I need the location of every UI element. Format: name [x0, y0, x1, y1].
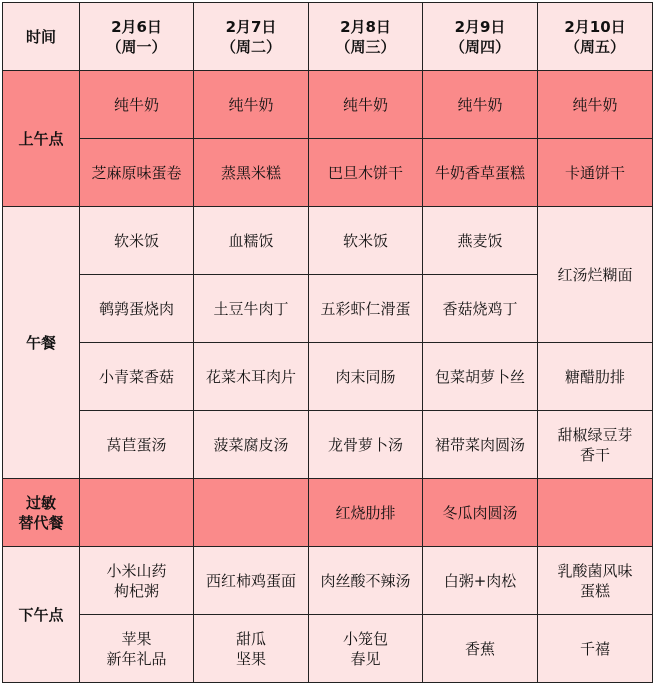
menu-cell: 菠菜腐皮汤	[194, 411, 309, 479]
menu-cell: 香菇烧鸡丁	[423, 275, 538, 343]
lunch-label: 午餐	[3, 207, 80, 479]
menu-cell: 红烧肋排	[309, 479, 423, 547]
menu-cell	[309, 547, 423, 615]
lunch-row-1	[3, 207, 653, 275]
menu-cell: 土豆牛肉丁	[194, 275, 309, 343]
menu-line: 坚果	[235, 649, 266, 668]
menu-cell: 纯牛奶	[194, 71, 309, 139]
weekday-label: （周二）	[220, 37, 281, 56]
menu-line: 乳酸菌风味	[557, 561, 633, 580]
menu-line: 甜瓜	[235, 629, 266, 648]
menu-line: 新年礼品	[106, 649, 167, 668]
menu-cell: 纯牛奶	[309, 71, 423, 139]
time-header: 时间	[3, 3, 80, 71]
morning-row-1	[3, 71, 653, 139]
menu-cell: 血糯饭	[194, 207, 309, 275]
menu-cell	[538, 547, 653, 615]
afternoon-label: 下午点	[3, 547, 80, 683]
menu-cell: 蒸黑米糕	[194, 139, 309, 207]
menu-cell: 肉末同肠	[309, 343, 423, 411]
menu-cell-merged: 红汤烂糊面	[538, 207, 653, 343]
weekday-label: （周五）	[564, 37, 625, 56]
menu-cell: 冬瓜肉圆汤	[423, 479, 538, 547]
lunch-row-3	[3, 343, 653, 411]
menu-cell	[194, 615, 309, 683]
menu-cell: 纯牛奶	[538, 71, 653, 139]
menu-line: 枸杞粥	[113, 581, 159, 600]
day-header-thu	[423, 3, 538, 71]
lunch-row-4	[3, 411, 653, 479]
day-header-tue	[194, 3, 309, 71]
label-line: 过敏	[25, 493, 56, 512]
menu-cell: 纯牛奶	[423, 71, 538, 139]
allergy-row	[3, 479, 653, 547]
menu-line: 蛋糕	[579, 581, 610, 600]
date-label: 2月7日	[225, 17, 277, 36]
label-line: 替代餐	[18, 513, 64, 532]
menu-cell: 纯牛奶	[80, 71, 194, 139]
menu-cell	[309, 615, 423, 683]
menu-line: 西红柿鸡蛋面	[205, 571, 296, 590]
menu-cell	[194, 479, 309, 547]
weekly-menu-table	[2, 2, 653, 683]
menu-cell	[80, 479, 194, 547]
menu-cell: 软米饭	[309, 207, 423, 275]
afternoon-row-2	[3, 615, 653, 683]
menu-cell: 裙带菜肉圆汤	[423, 411, 538, 479]
menu-line: 小米山药	[106, 561, 167, 580]
menu-line: 香干	[579, 445, 610, 464]
menu-cell: 包菜胡萝卜丝	[423, 343, 538, 411]
allergy-label	[3, 479, 80, 547]
menu-cell	[538, 479, 653, 547]
morning-label: 上午点	[3, 71, 80, 207]
menu-cell	[80, 615, 194, 683]
date-label: 2月10日	[564, 17, 626, 36]
menu-cell: 花菜木耳肉片	[194, 343, 309, 411]
menu-line: 甜椒绿豆芽	[557, 425, 633, 444]
menu-line: 春见	[350, 649, 381, 668]
menu-cell: 糖醋肋排	[538, 343, 653, 411]
menu-cell: 小青菜香菇	[80, 343, 194, 411]
day-header-fri	[538, 3, 653, 71]
weekday-label: （周三）	[335, 37, 396, 56]
afternoon-row-1	[3, 547, 653, 615]
date-label: 2月6日	[111, 17, 162, 36]
date-label: 2月8日	[340, 17, 391, 36]
weekday-label: （周四）	[449, 37, 510, 56]
menu-cell	[538, 411, 653, 479]
menu-cell: 燕麦饭	[423, 207, 538, 275]
menu-cell: 鹌鹑蛋烧肉	[80, 275, 194, 343]
menu-line: 千禧	[579, 639, 610, 658]
menu-line: 白粥+肉松	[443, 571, 517, 590]
weekday-label: （周一）	[106, 37, 167, 56]
morning-row-2	[3, 139, 653, 207]
menu-line: 小笼包	[342, 629, 388, 648]
menu-line: 香蕉	[464, 639, 495, 658]
menu-line: 苹果	[121, 629, 152, 648]
menu-cell: 软米饭	[80, 207, 194, 275]
date-label: 2月9日	[454, 17, 506, 36]
menu-cell: 芝麻原味蛋卷	[80, 139, 194, 207]
day-header-mon	[80, 3, 194, 71]
menu-cell: 卡通饼干	[538, 139, 653, 207]
menu-cell	[538, 615, 653, 683]
day-header-wed	[309, 3, 423, 71]
menu-cell	[194, 547, 309, 615]
menu-cell: 巴旦木饼干	[309, 139, 423, 207]
menu-cell: 五彩虾仁滑蛋	[309, 275, 423, 343]
menu-cell: 龙骨萝卜汤	[309, 411, 423, 479]
menu-cell: 莴苣蛋汤	[80, 411, 194, 479]
menu-cell	[423, 547, 538, 615]
menu-line: 肉丝酸不辣汤	[320, 571, 411, 590]
header-row	[3, 3, 653, 71]
menu-cell: 牛奶香草蛋糕	[423, 139, 538, 207]
menu-cell	[423, 615, 538, 683]
menu-cell	[80, 547, 194, 615]
